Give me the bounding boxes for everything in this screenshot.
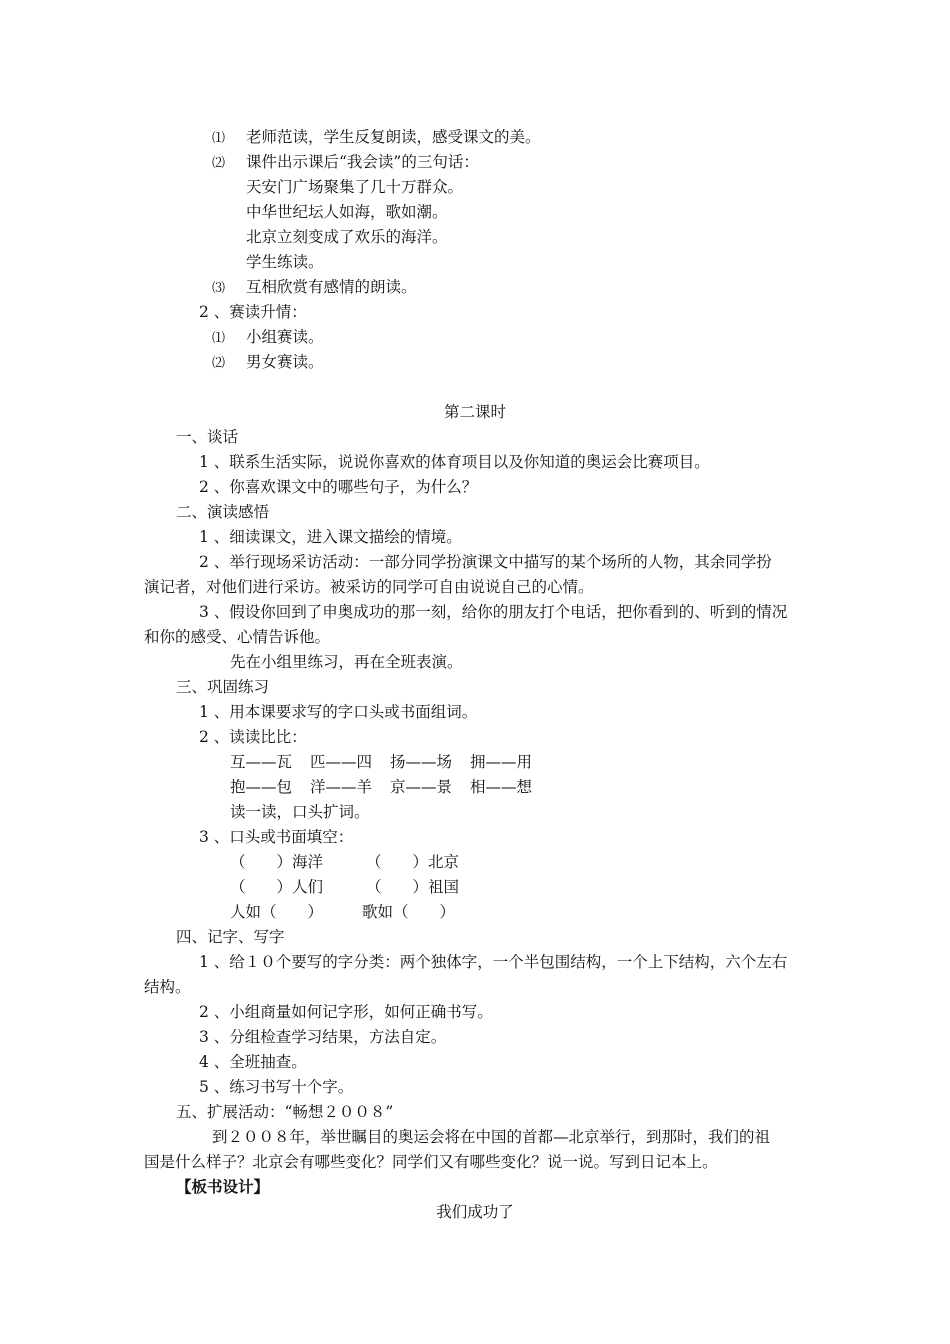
practice-note: 学生练读。 xyxy=(246,253,324,271)
item-2-heading: 2 、赛读升情： xyxy=(199,303,307,321)
section-heading: 四、记字、写字 xyxy=(176,928,285,946)
list-item: 1 、细读课文，进入课文描绘的情境。 xyxy=(199,528,462,546)
list-item: 1 、给１０个要写的字分类：两个独体字，一个半包围结构，一个上下结构，六个左右 xyxy=(199,953,788,971)
fill-blank: （ ）祖国 xyxy=(366,878,460,896)
fill-blank: （ ）北京 xyxy=(366,853,460,871)
step-number: ⑶ xyxy=(212,281,226,296)
list-item: 1 、联系生活实际，说说你喜欢的体育项目以及你知道的奥运会比赛项目。 xyxy=(199,453,710,471)
char-pair: 相——想 xyxy=(470,778,533,796)
section-heading: 三、巩固练习 xyxy=(176,678,270,696)
char-pair: 匹——四 xyxy=(310,753,373,771)
fill-blank: （ ）人们 xyxy=(230,878,324,896)
section-heading: 一、谈话 xyxy=(176,428,239,446)
step-number: ⑵ xyxy=(212,156,226,171)
step-number: ⑴ xyxy=(212,331,226,346)
read-sentence: 中华世纪坛人如海，歌如潮。 xyxy=(246,203,448,221)
step-text: 男女赛读。 xyxy=(246,353,324,371)
list-item: 2 、举行现场采访活动：一部分同学扮演课文中描写的某个场所的人物，其余同学扮 xyxy=(199,553,772,571)
board-title: 我们成功了 xyxy=(436,1203,514,1221)
read-sentence: 天安门广场聚集了几十万群众。 xyxy=(246,178,464,196)
list-item: 2 、你喜欢课文中的哪些句子，为什么？ xyxy=(199,478,478,496)
board-design-label: 【板书设计】 xyxy=(176,1177,270,1196)
char-pair: 拥——用 xyxy=(470,753,533,771)
compare-row xyxy=(230,776,550,798)
fill-blank: 人如（ ） xyxy=(230,903,324,921)
list-item: 5 、练习书写十个字。 xyxy=(199,1078,354,1096)
list-item: 3 、假设你回到了申奥成功的那一刻，给你的朋友打个电话，把你看到的、听到的情况 xyxy=(199,603,788,621)
step-text: 互相欣赏有感情的朗读。 xyxy=(246,278,417,296)
step-number: ⑵ xyxy=(212,356,226,371)
step-3 xyxy=(212,276,417,300)
fill-blank: 歌如（ ） xyxy=(362,903,456,921)
step-text: 老师范读，学生反复朗读，感受课文的美。 xyxy=(246,128,541,146)
list-item-continued: 演记者，对他们进行采访。被采访的同学可自由说说自己的心情。 xyxy=(144,578,594,596)
list-item: 4 、全班抽查。 xyxy=(199,1053,307,1071)
list-item-continued: 结构。 xyxy=(144,978,191,996)
step-number: ⑴ xyxy=(212,131,226,146)
paragraph-continued: 国是什么样子？北京会有哪些变化？同学们又有哪些变化？说一说。写到日记本上。 xyxy=(144,1153,718,1171)
list-item: 2 、读读比比： xyxy=(199,728,307,746)
step-4 xyxy=(212,326,324,350)
paragraph: 到２００８年，举世瞩目的奥运会将在中国的首都—北京举行，到那时，我们的祖 xyxy=(212,1128,771,1146)
char-pair: 抱——包 xyxy=(230,778,293,796)
list-item-continued: 和你的感受、心情告诉他。 xyxy=(144,628,331,646)
list-item: 3 、分组检查学习结果，方法自定。 xyxy=(199,1028,447,1046)
section-heading: 二、演读感悟 xyxy=(176,503,270,521)
list-item: 2 、小组商量如何记字形，如何正确书写。 xyxy=(199,1003,493,1021)
char-pair: 互——瓦 xyxy=(230,753,293,771)
char-pair: 京——景 xyxy=(390,778,453,796)
step-2 xyxy=(212,151,479,175)
list-item: 1 、用本课要求写的字口头或书面组词。 xyxy=(199,703,478,721)
fill-blank: （ ）海洋 xyxy=(230,853,324,871)
step-5 xyxy=(212,351,324,375)
step-1 xyxy=(212,126,541,150)
compare-note: 读一读，口头扩词。 xyxy=(230,803,370,821)
step-text: 课件出示课后“我会读”的三句话： xyxy=(246,153,479,171)
read-sentence: 北京立刻变成了欢乐的海洋。 xyxy=(246,228,448,246)
char-pair: 扬——场 xyxy=(390,753,453,771)
step-text: 小组赛读。 xyxy=(246,328,324,346)
list-item: 3 、口头或书面填空： xyxy=(199,828,354,846)
char-pair: 洋——羊 xyxy=(310,778,373,796)
compare-row xyxy=(230,751,550,773)
lesson-title: 第二课时 xyxy=(443,403,506,421)
section-heading: 五、扩展活动：“畅想２００８” xyxy=(176,1103,394,1121)
activity-note: 先在小组里练习，再在全班表演。 xyxy=(230,653,463,671)
